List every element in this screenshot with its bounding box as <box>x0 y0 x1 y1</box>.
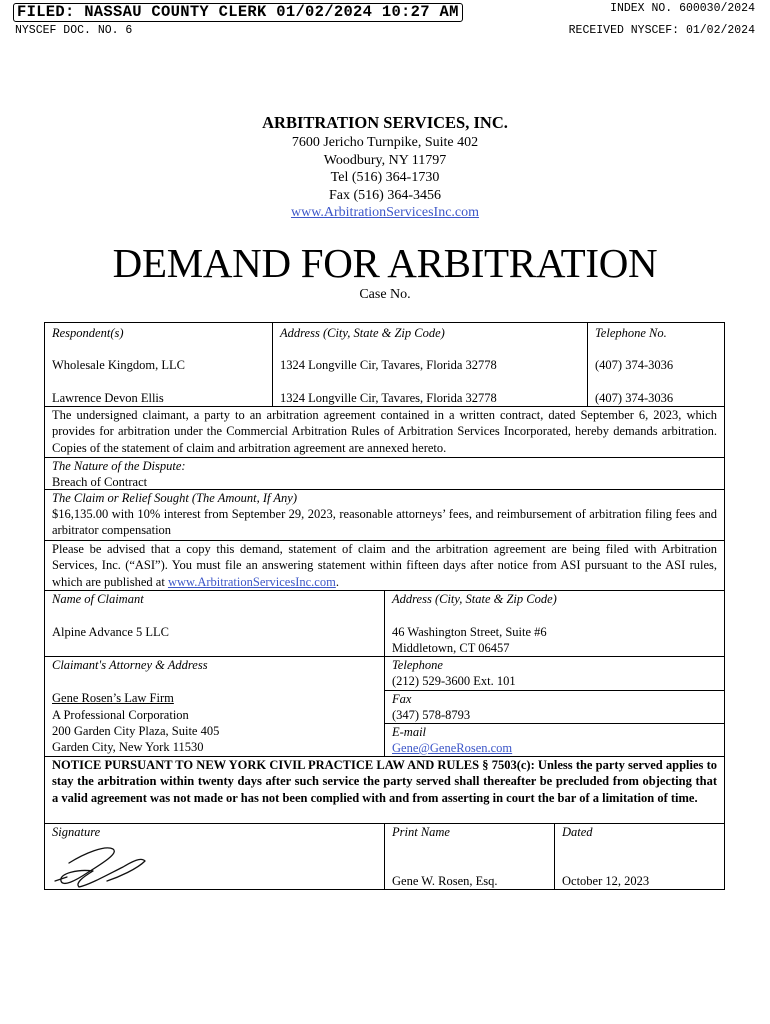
document-title: DEMAND FOR ARBITRATION <box>112 240 658 286</box>
advisory-period: . <box>335 574 339 589</box>
organization-website-link[interactable]: www.ArbitrationServicesInc.com <box>290 205 480 220</box>
cplr-notice: NOTICE PURSUANT TO NEW YORK CIVIL PRACTICE LAW AND RULES § 7503(c): Unless the party served applies to stay the arbitration within twenty days after such service the party served shall thereafter be precluded from objecting that a valid agreement was not made or has not been complied with and from asserting in court the bar of a limitation of time. <box>52 758 717 805</box>
respondent-address-2: 1324 Longville Cir, Tavares, Florida 32778 <box>280 391 497 405</box>
claimant-name: Alpine Advance 5 LLC <box>52 625 169 639</box>
print-name-label: Print Name <box>392 825 450 839</box>
advisory-notice <box>45 541 724 590</box>
claimant-address-line2: Middletown, CT 06457 <box>392 641 510 655</box>
doc-number: NYSCEF DOC. NO. 6 <box>15 24 133 37</box>
respondent-phone-1: (407) 374-3036 <box>595 358 674 372</box>
respondent-name-1: Wholesale Kingdom, LLC <box>52 358 185 372</box>
attorney-label: Claimant's Attorney & Address <box>52 658 208 672</box>
claim-label: The Claim or Relief Sought (The Amount, If Any) <box>52 491 298 505</box>
organization-name: ARBITRATION SERVICES, INC. <box>262 113 508 132</box>
filed-stamp: FILED: NASSAU COUNTY CLERK 01/02/2024 10:27 AM <box>13 3 463 22</box>
dispute-label: The Nature of the Dispute: <box>52 459 186 473</box>
organization-block <box>0 112 770 222</box>
signature-label: Signature <box>52 825 101 839</box>
dated-value: October 12, 2023 <box>562 874 650 888</box>
telephone-value: (212) 529-3600 Ext. 101 <box>392 674 516 688</box>
organization-address-line2: Woodbury, NY 11797 <box>323 152 447 168</box>
email-link[interactable]: Gene@GeneRosen.com <box>392 741 513 755</box>
organization-address-line1: 7600 Jericho Turnpike, Suite 402 <box>291 135 479 150</box>
advisory-website-link[interactable]: www.ArbitrationServicesInc.com <box>167 574 336 589</box>
claimant-address-label: Address (City, State & Zip Code) <box>392 592 557 606</box>
respondents-header: Respondent(s) <box>52 326 124 340</box>
claimant-address-line1: 46 Washington Street, Suite #6 <box>392 625 547 639</box>
dated-label: Dated <box>562 825 593 839</box>
attorney-address-line3: 200 Garden City Plaza, Suite 405 <box>52 724 220 738</box>
demand-form <box>44 322 725 890</box>
index-number: INDEX NO. 600030/2024 <box>610 2 755 15</box>
attorney-firm: Gene Rosen’s Law Firm <box>52 691 174 705</box>
fax-label: Fax <box>392 692 412 706</box>
dispute-value: Breach of Contract <box>52 475 148 489</box>
telephone-label: Telephone <box>392 658 443 672</box>
received-date: RECEIVED NYSCEF: 01/02/2024 <box>568 24 755 37</box>
claim-value: $16,135.00 with 10% interest from September 29, 2023, reasonable attorneys’ fees, and reimbursement of arbitration filing fees and arbitrator compensation <box>52 507 717 538</box>
respondent-phone-header: Telephone No. <box>595 326 667 340</box>
respondent-name-2: Lawrence Devon Ellis <box>52 391 164 405</box>
organization-tel: Tel (516) 364-1730 <box>330 170 440 185</box>
attorney-address-line4: Garden City, New York 11530 <box>52 740 204 754</box>
print-name-value: Gene W. Rosen, Esq. <box>392 874 498 888</box>
claimant-name-label: Name of Claimant <box>52 592 144 606</box>
organization-fax: Fax (516) 364-3456 <box>329 187 441 203</box>
fax-value: (347) 578-8793 <box>392 708 471 722</box>
handwritten-signature <box>49 843 189 889</box>
claimant-statement: The undersigned claimant, a party to an arbitration agreement contained in a written contract, dated September 6, 2023, which provides for arbitration under the Commercial Arbitration Rules of Arbitration Services Incorporated, hereby demands arbitration. Copies of the statement of claim and arbitration agreement are annexed hereto. <box>52 408 717 455</box>
respondent-address-1: 1324 Longville Cir, Tavares, Florida 32778 <box>280 358 497 372</box>
attorney-address-line2: A Professional Corporation <box>52 708 189 722</box>
case-number-label: Case No. <box>359 287 411 302</box>
respondent-address-header: Address (City, State & Zip Code) <box>280 326 445 340</box>
respondent-phone-2: (407) 374-3036 <box>595 391 674 405</box>
advisory-text: Please be advised that a copy this demand, statement of claim and the arbitration agreement are being filed with Arbitration Services, Inc. (“ASI”). You must file an answering statement within fifteen days after notice from ASI pursuant to the ASI rules, which are published at <box>52 542 717 589</box>
email-label: E-mail <box>392 725 427 739</box>
